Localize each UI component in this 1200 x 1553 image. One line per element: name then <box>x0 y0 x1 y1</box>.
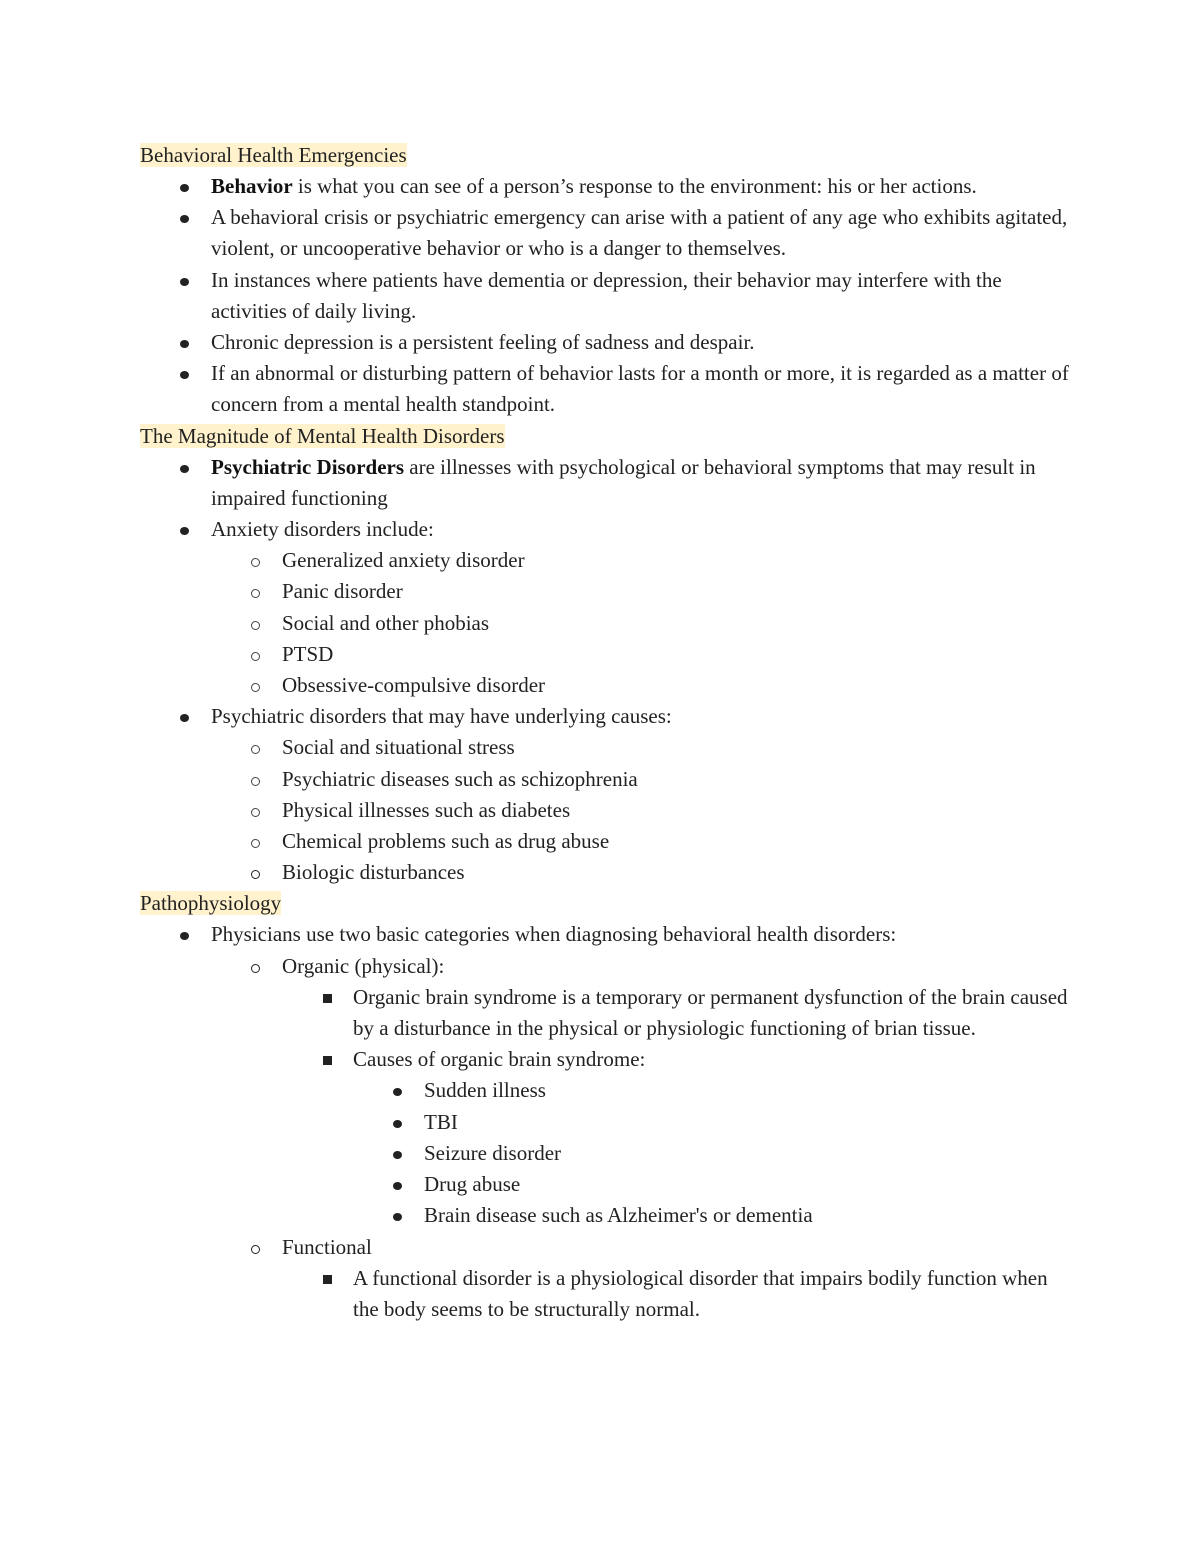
sub-list-item-text: Social and situational stress <box>282 735 515 760</box>
deep-list-item-text: Brain disease such as Alzheimer's or dementia <box>424 1203 813 1228</box>
section-heading-text: Behavioral Health Emergencies <box>140 143 407 167</box>
list-item-text: A behavioral crisis or psychiatric emergency can arise with a patient of any age who exhibits agitated, violent, or uncooperative behavior or who is a danger to themselves. <box>211 205 1068 261</box>
section-heading <box>140 888 1070 919</box>
nested-list-item <box>282 1044 1070 1231</box>
list-item <box>140 171 1070 202</box>
sub-list-item-text: Social and other phobias <box>282 610 490 635</box>
circle-bullet-icon <box>251 1245 260 1254</box>
list-item-text: Anxiety disorders include: <box>211 517 434 542</box>
nested-list-item <box>282 982 1070 1044</box>
category-label: Functional <box>282 1234 372 1259</box>
square-bullet-icon <box>323 994 332 1003</box>
list-item <box>140 701 1070 888</box>
sub-list-item <box>211 639 1070 670</box>
bullet-list <box>140 171 1070 421</box>
circle-bullet-icon <box>251 777 260 786</box>
sub-list-item-text: PTSD <box>282 641 334 666</box>
bullet-list <box>140 919 1070 1325</box>
list-item-text: Psychiatric disorders that may have underlying causes: <box>211 704 672 729</box>
section-heading-text: Pathophysiology <box>140 891 282 916</box>
circle-bullet-icon <box>251 558 260 567</box>
sub-list-item-text: Chemical problems such as drug abuse <box>282 829 610 854</box>
deep-list-item <box>353 1075 1070 1106</box>
sub-list-item <box>211 764 1070 795</box>
list-item <box>140 514 1070 701</box>
sub-list-item <box>211 576 1070 607</box>
list-item-text: In instances where patients have dementia or depression, their behavior may interfere with the activities of daily living. <box>211 267 1002 323</box>
bullet-list <box>140 452 1070 889</box>
deep-list-item-text: TBI <box>424 1109 458 1134</box>
circle-bullet-icon <box>251 652 260 661</box>
sub-list-item <box>211 545 1070 576</box>
deep-list <box>353 1075 1070 1231</box>
sub-list-item <box>211 857 1070 888</box>
list-item-text: Chronic depression is a persistent feeling of sadness and despair. <box>211 330 755 355</box>
sub-list-item <box>211 732 1070 763</box>
nested-list-item-text: Organic brain syndrome is a temporary or permanent dysfunction of the brain caused by a disturbance in the physical or physiologic functioning of brian tissue. <box>353 984 1068 1041</box>
bullet-icon <box>393 1088 402 1096</box>
deep-list-item <box>353 1200 1070 1231</box>
circle-bullet-icon <box>251 964 260 973</box>
list-item <box>140 919 1070 1325</box>
bullet-icon <box>180 527 189 535</box>
bullet-icon <box>180 278 189 286</box>
list-item <box>140 358 1070 420</box>
circle-bullet-icon <box>251 808 260 817</box>
bullet-icon <box>393 1213 402 1221</box>
sub-list-item <box>211 795 1070 826</box>
circle-bullet-icon <box>251 839 260 848</box>
sub-list-item-text: Panic disorder <box>282 579 403 604</box>
bullet-icon <box>180 184 189 192</box>
sub-list-item-text: Generalized anxiety disorder <box>282 548 525 573</box>
bullet-icon <box>180 932 189 940</box>
deep-list-item-text: Seizure disorder <box>424 1140 562 1165</box>
circle-bullet-icon <box>251 870 260 879</box>
deep-list-item <box>353 1169 1070 1200</box>
bullet-icon <box>393 1120 402 1128</box>
list-item-text: If an abnormal or disturbing pattern of behavior lasts for a month or more, it is regarded as a matter of concern from a mental health standpoint. <box>211 361 1069 417</box>
section-heading <box>140 421 1070 452</box>
square-bullet-icon <box>323 1056 332 1065</box>
nested-list <box>282 1263 1070 1325</box>
nested-list-item-text: Causes of organic brain syndrome: <box>353 1047 646 1072</box>
nested-list <box>282 982 1070 1232</box>
list-item <box>140 452 1070 514</box>
sub-list-item <box>211 826 1070 857</box>
list-item <box>140 327 1070 358</box>
circle-bullet-icon <box>251 683 260 692</box>
list-item <box>140 202 1070 264</box>
list-item-text: are illnesses with psychological or behavioral symptoms that may result in impaired functioning <box>211 454 1036 510</box>
sub-list <box>211 732 1070 888</box>
bullet-icon <box>180 714 189 722</box>
term-bold: Behavior <box>211 174 293 198</box>
sub-list-item-text: Psychiatric diseases such as schizophrenia <box>282 766 638 791</box>
bullet-icon <box>393 1182 402 1190</box>
deep-list-item-text: Drug abuse <box>424 1172 521 1197</box>
sub-list-item <box>211 670 1070 701</box>
category-item <box>211 951 1070 1232</box>
bullet-icon <box>180 215 189 223</box>
bullet-icon <box>393 1151 402 1159</box>
circle-bullet-icon <box>251 589 260 598</box>
bullet-icon <box>180 371 189 379</box>
bullet-icon <box>180 465 189 473</box>
nested-list-item-text: A functional disorder is a physiological disorder that impairs bodily function when the body seems to be structurally normal. <box>353 1265 1048 1321</box>
sub-list-item <box>211 608 1070 639</box>
list-item-text: Physicians use two basic categories when diagnosing behavioral health disorders: <box>211 922 897 947</box>
circle-bullet-icon <box>251 745 260 754</box>
list-item <box>140 265 1070 327</box>
sub-list-item-text: Obsessive-compulsive disorder <box>282 673 546 698</box>
deep-list-item <box>353 1107 1070 1138</box>
deep-list-item-text: Sudden illness <box>424 1078 546 1103</box>
sub-list-item-text: Physical illnesses such as diabetes <box>282 797 571 822</box>
sub-list <box>211 545 1070 701</box>
bullet-icon <box>180 340 189 348</box>
category-label: Organic (physical): <box>282 953 445 978</box>
deep-list-item <box>353 1138 1070 1169</box>
square-bullet-icon <box>323 1275 332 1284</box>
sub-list <box>211 951 1070 1325</box>
section-heading-text: The Magnitude of Mental Health Disorders <box>140 423 505 448</box>
list-item-text: is what you can see of a person’s response to the environment: his or her actions. <box>292 174 977 198</box>
nested-list-item <box>282 1263 1070 1325</box>
sub-list-item-text: Biologic disturbances <box>282 860 465 885</box>
category-item <box>211 1232 1070 1326</box>
section-heading <box>140 140 1070 171</box>
document-page <box>140 140 1070 1325</box>
term-bold: Psychiatric Disorders <box>211 454 405 479</box>
circle-bullet-icon <box>251 621 260 630</box>
